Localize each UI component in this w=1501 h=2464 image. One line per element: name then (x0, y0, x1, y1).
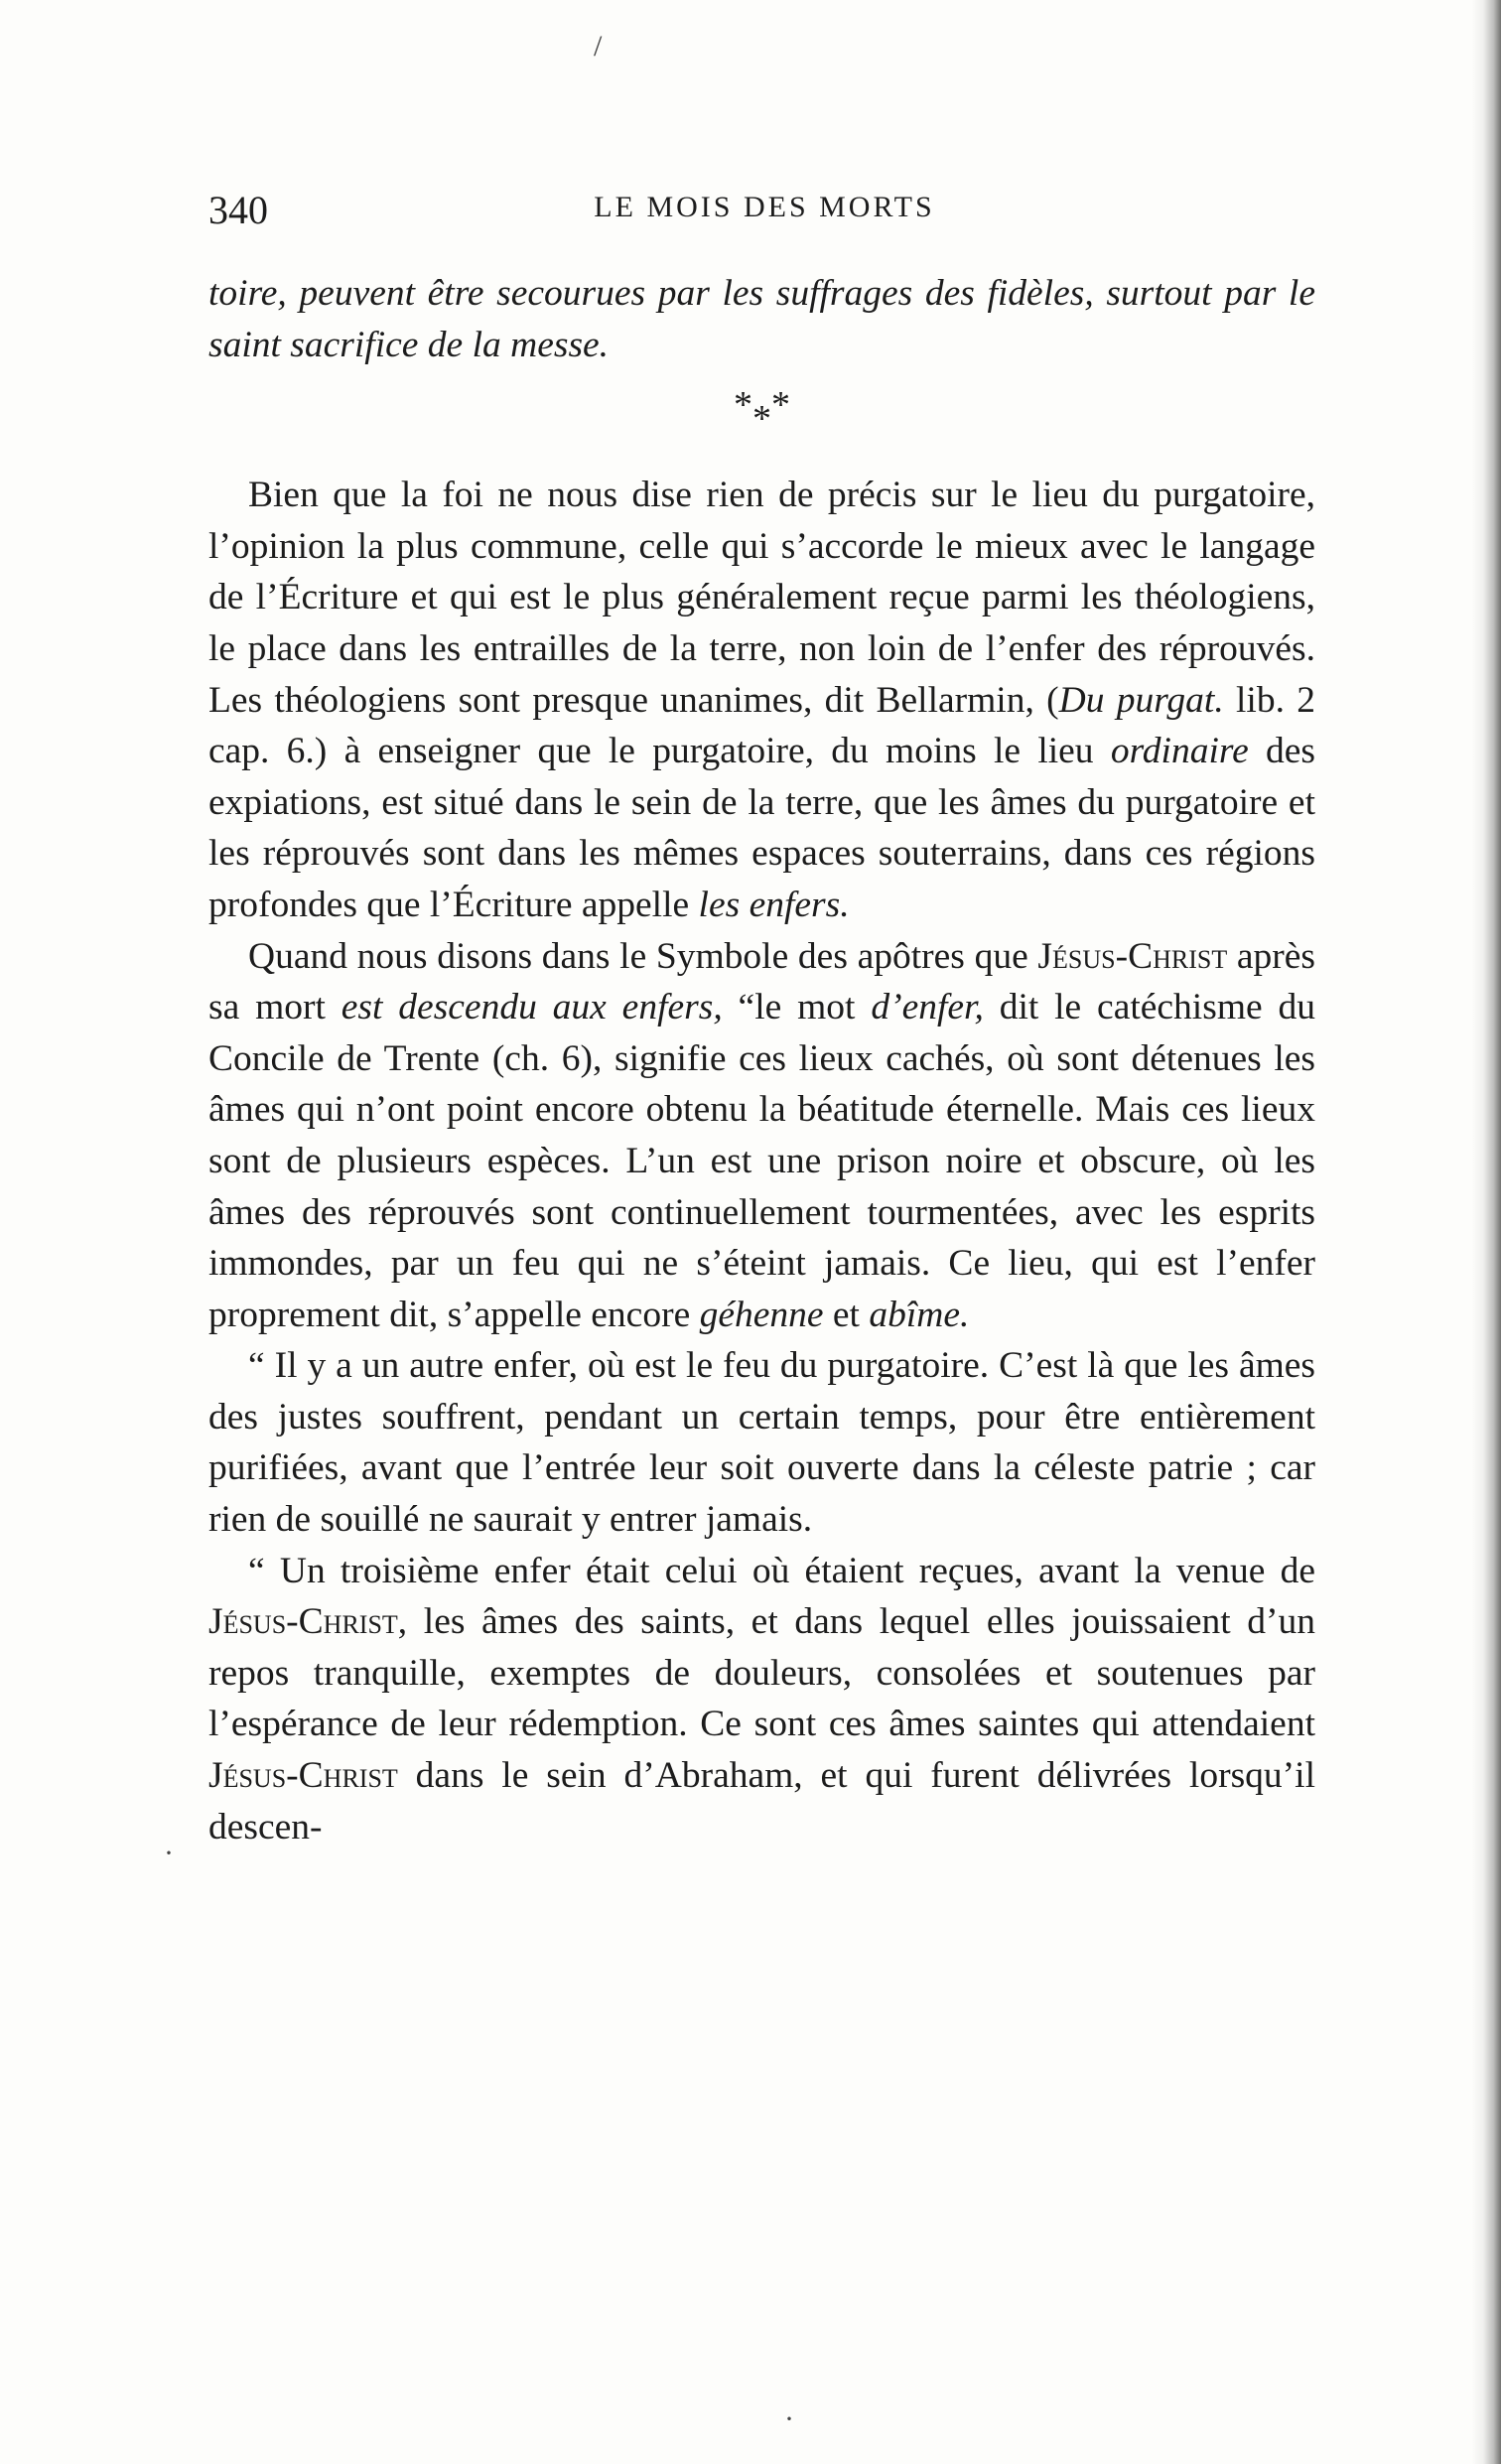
p2-term-abime: abîme. (869, 1294, 970, 1335)
paragraph-1 (208, 470, 1315, 930)
p1-emphasis: ordinaire (1110, 731, 1249, 772)
p1-text-e: des expiations, est situé dans le sein de la terre, que les âmes du purgatoire et les réprouvés sont dans les mêmes espaces souterrains, dans ces régions profondes que l’Écriture appelle (208, 731, 1315, 925)
page-header (208, 187, 1320, 246)
binding-edge-shadow (1471, 0, 1501, 2464)
p1-text-c: lib. 2 cap. 6.) à enseigner que le purgatoire, du moins le lieu (208, 679, 1315, 772)
top-stray-mark: / (594, 30, 603, 63)
p4-name-2: Jésus-Christ (208, 1755, 398, 1797)
paragraph-3: “ Il y a un autre enfer, où est le feu du purgatoire. C’est là que les âmes des justes souffrent, pendant un certain temps, pour être entièrement purifiées, avant que l’entrée leur soit ouverte dans la céleste patrie ; car rien de souillé ne saurait y entrer jamais. (208, 1345, 1315, 1541)
p4-name-1: Jésus-Christ (208, 1601, 398, 1643)
p2-quote: est descendu aux enfers, (341, 987, 723, 1028)
asterism-star-right: * (771, 384, 790, 427)
asterism-star-left: * (734, 384, 752, 427)
section-separator (208, 370, 1315, 470)
p4-text-a: “ Un troisième enfer était celui où étaient reçues, avant la venue de (248, 1550, 1315, 1591)
p1-term: les enfers. (698, 884, 850, 925)
p4-text-c: , les âmes des saints, et dans lequel elles jouissaient d’un repos tranquille, exemptes de douleurs, consolées et soutenues par l’espérance de leur rédemption. Ce sont ces âmes saintes qui attendaient (208, 1601, 1315, 1745)
p1-citation: Du purgat. (1058, 679, 1224, 721)
p1-text-a: Bien que la foi ne nous dise rien de précis sur le lieu du purgatoire, l’opinion la plus commune, celle qui s’accorde le mieux avec le langage de l’Écriture et qui est le plus généralement reçue parmi les théologiens, le place dans les entrailles de la terre, non loin de l’enfer des réprouvés. Les théologiens sont presque unanimes, dit Bellarmin, ( (208, 475, 1315, 721)
paragraph-continuation: toire, peuvent être secourues par les suffrages des fidèles, surtout par le saint sacrifice de la messe. (208, 273, 1315, 365)
p2-term: d’enfer, (871, 987, 984, 1028)
running-title: LE MOIS DES MORTS (594, 191, 935, 223)
p2-text-e: “le mot (722, 987, 872, 1028)
p2-name: Jésus-Christ (1037, 935, 1228, 977)
asterism-star-middle: * (752, 398, 771, 441)
paragraph-4 (208, 1546, 1315, 1853)
p2-text-a: Quand nous disons dans le Symbole des apôtres que (248, 935, 1038, 977)
p4-text-e: dans le sein d’Abraham, et qui furent délivrées lorsqu’il descen- (208, 1755, 1315, 1848)
page-body (208, 268, 1315, 1852)
page-number: 340 (208, 188, 268, 232)
p2-text-g: dit le catéchisme du Concile de Trente (ch. 6), signifie ces lieux cachés, où sont détenues les âmes qui n’ont point encore obtenu la béatitude éternelle. Mais ces lieux sont de plusieurs espèces. L’un est une prison noire et obscure, où les âmes des réprouvés sont continuellement tourmentées, avec les esprits immondes, par un feu qui ne s’éteint jamais. Ce lieu, qui est l’enfer proprement dit, s’appelle encore (208, 987, 1315, 1335)
bottom-dot: · (784, 2402, 794, 2435)
margin-dot-left: · (164, 1837, 174, 1869)
p2-text-i: et (823, 1294, 870, 1335)
paragraph-2 (208, 931, 1315, 1341)
p2-term-gehenne: géhenne (699, 1294, 824, 1335)
p2-text-c: après sa mort (208, 935, 1316, 1028)
